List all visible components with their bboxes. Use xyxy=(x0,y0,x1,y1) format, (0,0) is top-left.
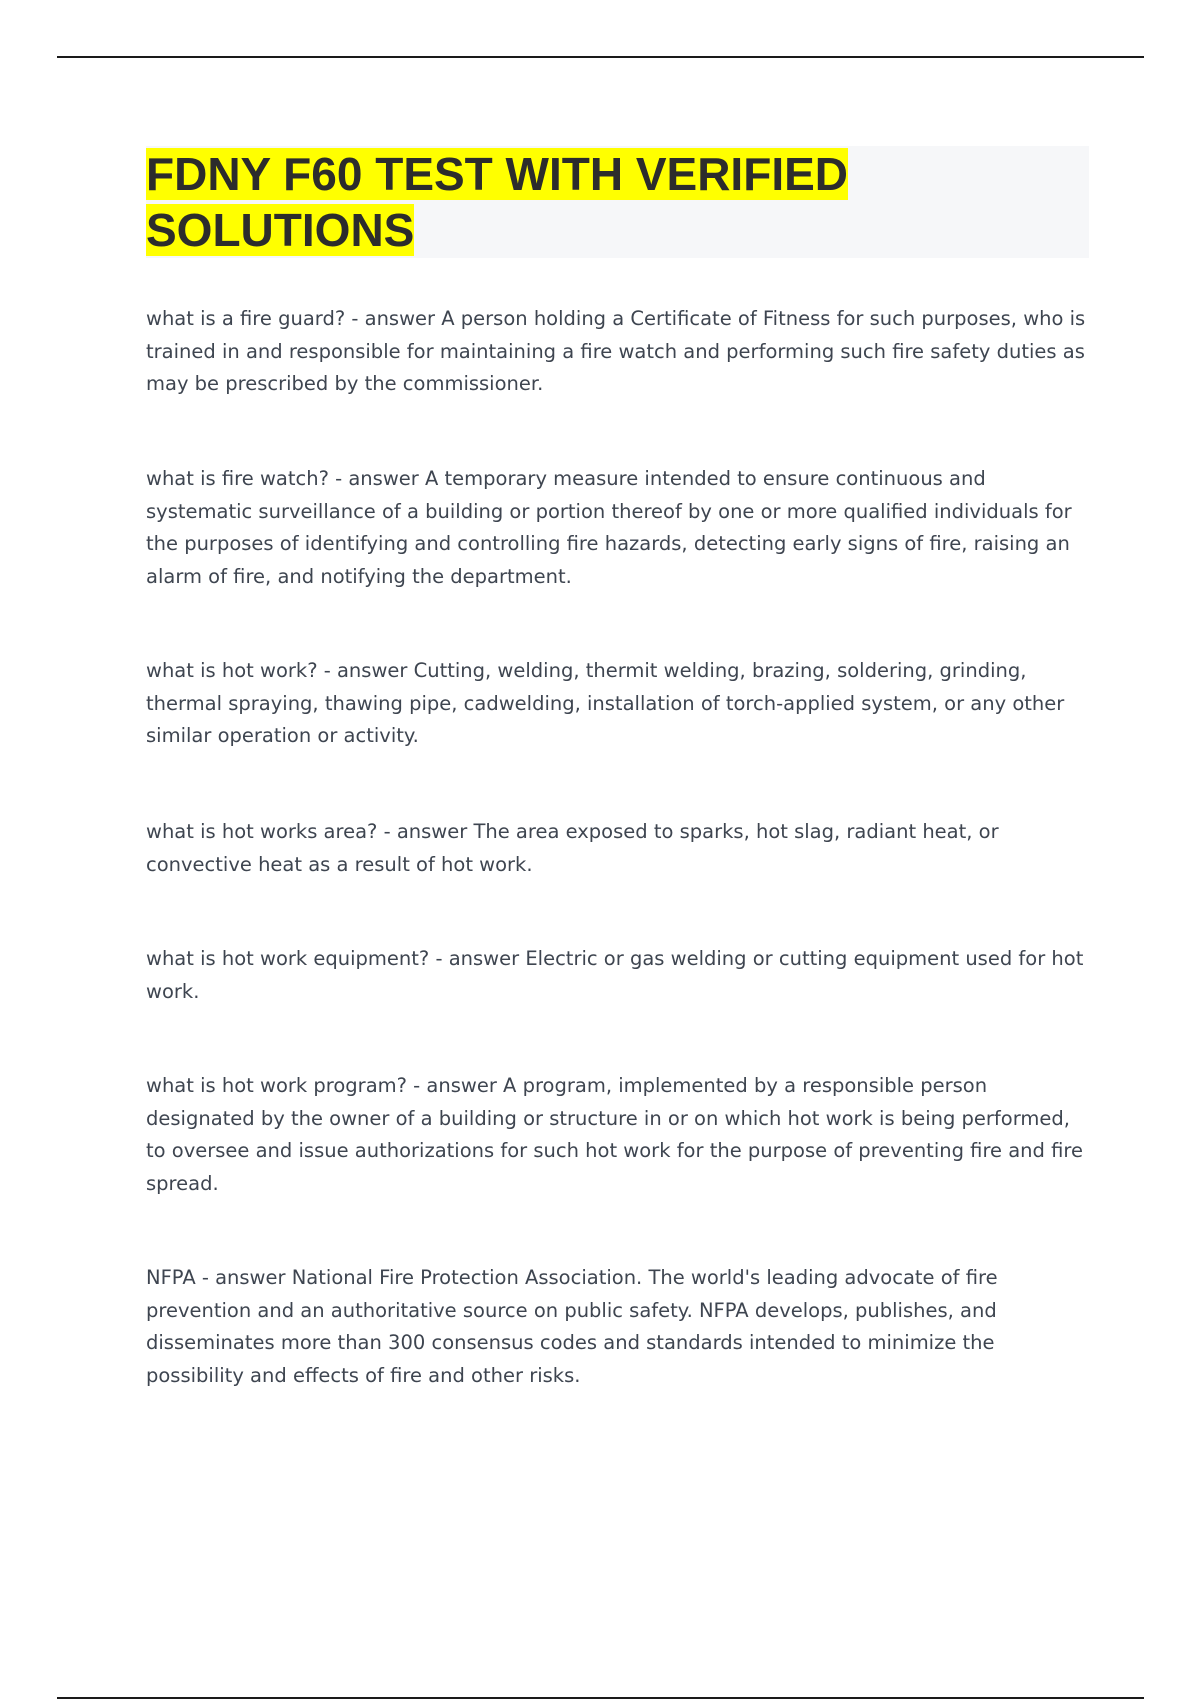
top-rule xyxy=(57,56,1144,58)
qa-entry-hot-work: what is hot work? - answer Cutting, welding, thermit welding, brazing, soldering, grinding, thermal spraying, thawing pipe, cadwelding, installation of torch-applied system, or any other similar operation or activity. xyxy=(146,659,1065,747)
qa-entry-fire-watch: what is fire watch? - answer A temporary measure intended to ensure continuous and systematic surveillance of a building or portion thereof by one or more qualified individuals for the purposes of identifying and controlling fire hazards, detecting early signs of fire, raising an alarm of fire, and notifying the department. xyxy=(146,467,1072,588)
title-block xyxy=(146,146,1089,258)
qa-entry-fire-guard: what is a fire guard? - answer A person holding a Certificate of Fitness for such purposes, who is trained in and responsible for maintaining a fire watch and performing such fire safety duties as may be prescribed by the commissioner. xyxy=(146,307,1086,395)
qa-entry-hot-works-area: what is hot works area? - answer The area exposed to sparks, hot slag, radiant heat, or convective heat as a result of hot work. xyxy=(146,820,999,876)
qa-entry-nfpa: NFPA - answer National Fire Protection Association. The world's leading advocate of fire prevention and an authoritative source on public safety. NFPA develops, publishes, and disseminates more than 300 consensus codes and standards intended to minimize the possibility and effects of fire and other risks. xyxy=(146,1266,998,1387)
document-title xyxy=(146,146,906,258)
qa-entry-hot-work-program: what is hot work program? - answer A program, implemented by a responsible person designated by the owner of a building or structure in or on which hot work is being performed, to oversee and issue authorizations for such hot work for the purpose of preventing fire and fire spread. xyxy=(146,1074,1083,1195)
qa-entry-hot-work-equipment: what is hot work equipment? - answer Electric or gas welding or cutting equipment used for hot work. xyxy=(146,947,1084,1003)
title-highlight: FDNY F60 TEST WITH VERIFIED SOLUTIONS xyxy=(146,148,848,256)
bottom-rule xyxy=(57,1697,1144,1699)
